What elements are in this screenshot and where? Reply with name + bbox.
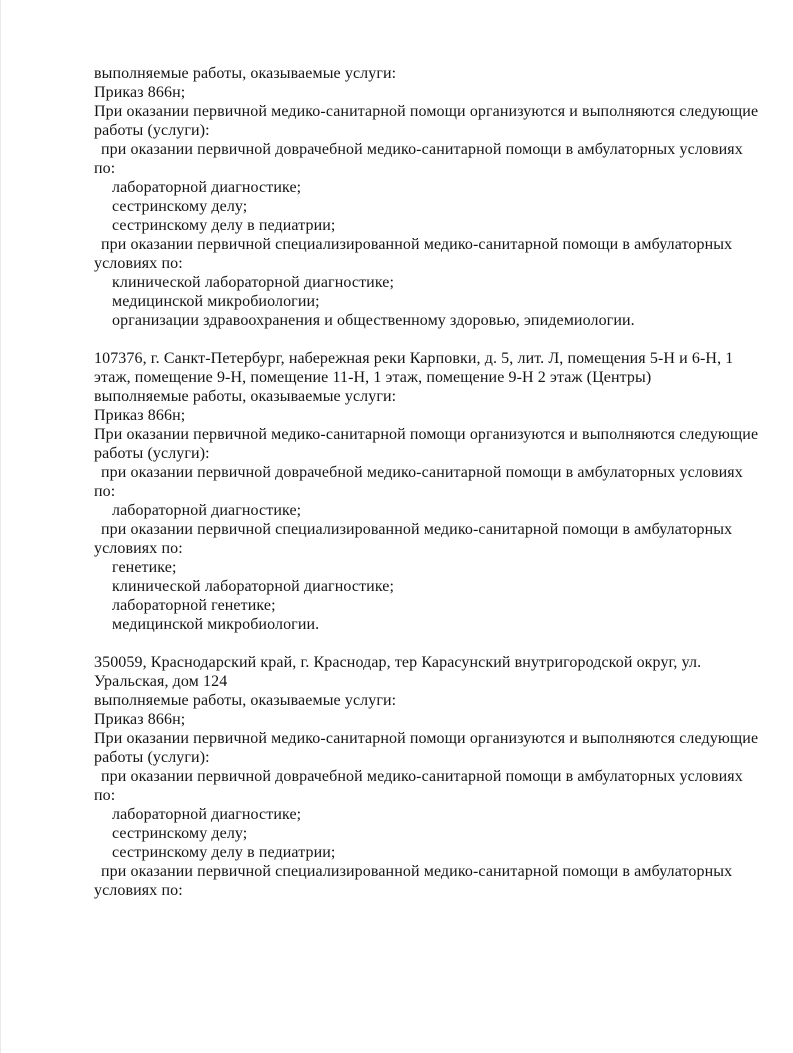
- document-line: условиях по:: [94, 882, 183, 899]
- document-line: сестринскому делу;: [112, 198, 248, 215]
- document-line: медицинской микробиологии.: [112, 616, 320, 633]
- document-line: при оказании первичной специализированной медико-санитарной помощи в амбулаторных: [101, 236, 733, 253]
- document-line: работы (услуги):: [94, 445, 210, 462]
- document-line: работы (услуги):: [94, 749, 210, 766]
- document-line: по:: [94, 787, 116, 804]
- document-line: При оказании первичной медико-санитарной помощи организуются и выполняются следующие: [94, 426, 759, 443]
- works-section-krasnodar-address: [94, 653, 759, 900]
- license-works-text: [94, 64, 759, 900]
- document-line: При оказании первичной медико-санитарной помощи организуются и выполняются следующие: [94, 730, 759, 747]
- document-line: при оказании первичной доврачебной медико-санитарной помощи в амбулаторных условиях: [101, 464, 743, 481]
- document-line: сестринскому делу в педиатрии;: [112, 844, 336, 861]
- document-line: Уральская, дом 124: [94, 673, 228, 690]
- document-line: при оказании первичной специализированной медико-санитарной помощи в амбулаторных: [101, 521, 733, 538]
- document-line: выполняемые работы, оказываемые услуги:: [94, 65, 397, 82]
- document-line: Приказ 866н;: [94, 407, 186, 424]
- document-line: клинической лабораторной диагностике;: [112, 578, 395, 595]
- document-line: этаж, помещение 9-Н, помещение 11-Н, 1 этаж, помещение 9-Н 2 этаж (Центры): [94, 369, 652, 386]
- document-line: лабораторной диагностике;: [112, 502, 302, 519]
- document-line: выполняемые работы, оказываемые услуги:: [94, 692, 397, 709]
- document-line: организации здравоохранения и общественному здоровью, эпидемиологии.: [112, 312, 635, 329]
- document-line: при оказании первичной специализированной медико-санитарной помощи в амбулаторных: [101, 863, 733, 880]
- document-line: Приказ 866н;: [94, 84, 186, 101]
- document-line: по:: [94, 160, 116, 177]
- document-line: условиях по:: [94, 255, 183, 272]
- document-line: 350059, Краснодарский край, г. Краснодар, тер Карасунский внутригородской округ, ул.: [94, 654, 702, 671]
- document-line: лабораторной диагностике;: [112, 179, 302, 196]
- document-line: медицинской микробиологии;: [112, 293, 320, 310]
- document-line: при оказании первичной доврачебной медико-санитарной помощи в амбулаторных условиях: [101, 141, 743, 158]
- works-section-current-address: [94, 64, 759, 330]
- document-line: условиях по:: [94, 540, 183, 557]
- document-line: выполняемые работы, оказываемые услуги:: [94, 388, 397, 405]
- document-line: клинической лабораторной диагностике;: [112, 274, 395, 291]
- works-section-spb-address: [94, 349, 759, 634]
- document-line: лабораторной генетике;: [112, 597, 276, 614]
- document-line: работы (услуги):: [94, 122, 210, 139]
- document-line: сестринскому делу;: [112, 825, 248, 842]
- document-line: сестринскому делу в педиатрии;: [112, 217, 336, 234]
- document-line: лабораторной диагностике;: [112, 806, 302, 823]
- document-line: Приказ 866н;: [94, 711, 186, 728]
- document-line: по:: [94, 483, 116, 500]
- document-line: генетике;: [112, 559, 177, 576]
- document-line: 107376, г. Санкт-Петербург, набережная реки Карповки, д. 5, лит. Л, помещения 5-Н и 6-Н, 1: [94, 350, 734, 367]
- document-line: при оказании первичной доврачебной медико-санитарной помощи в амбулаторных условиях: [101, 768, 743, 785]
- document-line: При оказании первичной медико-санитарной помощи организуются и выполняются следующие: [94, 103, 759, 120]
